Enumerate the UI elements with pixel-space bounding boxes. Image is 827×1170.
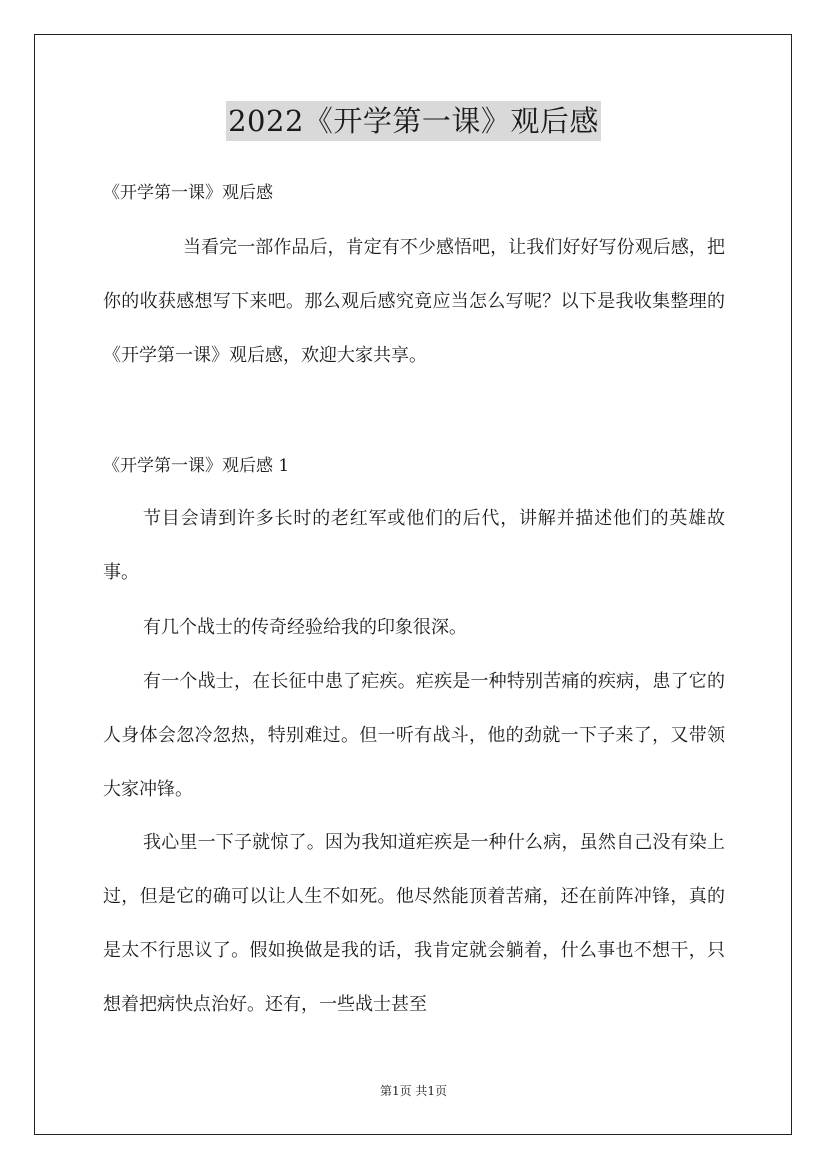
intro-heading: 《开学第一课》观后感	[103, 183, 273, 203]
page-footer: 第1页 共1页	[379, 1084, 448, 1098]
document-title-text: 2022《开学第一课》观后感	[226, 101, 601, 141]
body-paragraph-3: 有一个战士，在长征中患了疟疾。疟疾是一种特别苦痛的疾病，患了它的人身体会忽冷忽热，特别难过。但一听有战斗，他的劲就一下子来了，又带领大家冲锋。	[103, 671, 725, 800]
body-paragraph-2: 有几个战士的传奇经验给我的印象很深。	[143, 617, 467, 638]
intro-paragraph: 当看完一部作品后，肯定有不少感悟吧，让我们好好写份观后感，把你的收获感想写下来吧。那么观后感究竟应当怎么写呢？以下是我收集整理的《开学第一课》观后感，欢迎大家共享。	[103, 237, 725, 366]
body-paragraph-1: 节目会请到许多长时的老红军或他们的后代，讲解并描述他们的英雄故事。	[103, 508, 725, 583]
section-heading: 《开学第一课》观后感 1	[103, 456, 290, 476]
document-title	[0, 101, 827, 141]
body-paragraph-4: 我心里一下子就惊了。因为我知道疟疾是一种什么病，虽然自己没有染上过，但是它的确可以让人生不如死。他尽然能顶着苦痛，还在前阵冲锋，真的是太不行思议了。假如换做是我的话，我肯定就会躺着，什么事也不想干，只想着把病快点治好。还有，一些战士甚至	[103, 832, 725, 1015]
